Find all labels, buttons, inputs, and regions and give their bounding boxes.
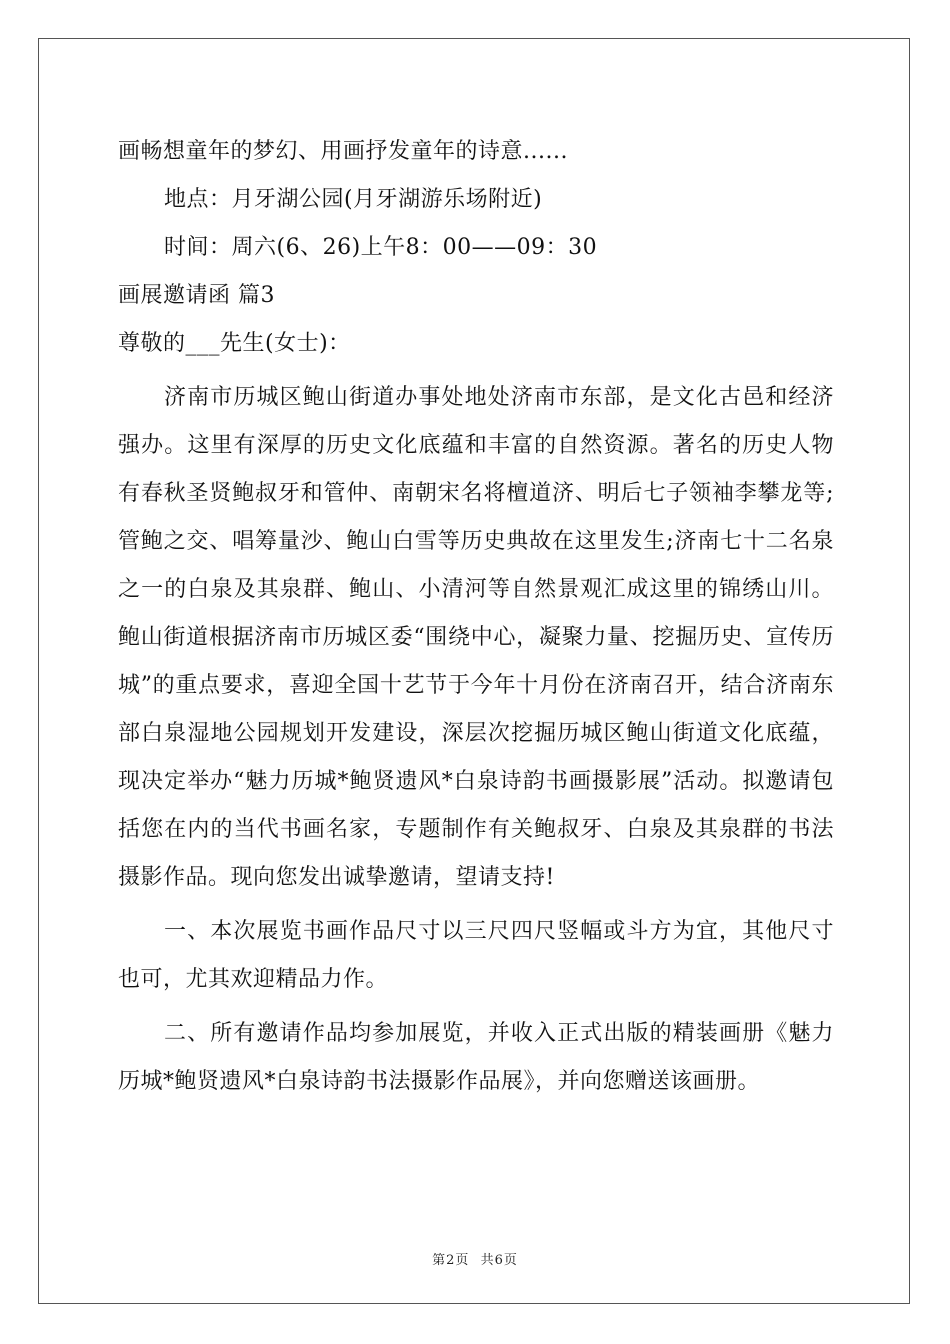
page-total: 共6页 <box>480 1253 518 1268</box>
page-number: 第2页 <box>432 1253 470 1268</box>
text-line: 画畅想童年的梦幻、用画抒发童年的诗意...... <box>118 139 568 164</box>
section-title: 画展邀请函 篇3 <box>118 283 275 308</box>
time-line: 时间：周六(6、26)上午8：00——09：30 <box>164 235 598 260</box>
salutation: 尊敬的___先生(女士)： <box>118 331 351 356</box>
page-footer <box>0 1249 950 1268</box>
paragraph-item-1: 一、本次展览书画作品尺寸以三尺四尺竖幅或斗方为宜，其他尺寸也可，尤其欢迎精品力作。 <box>118 919 834 992</box>
document-body <box>118 128 834 1112</box>
paragraph-item-2: 二、所有邀请作品均参加展览，并收入正式出版的精装画册《魅力历城*鲍贤遗风*白泉诗韵书法摄影作品展》，并向您赠送该画册。 <box>118 1021 834 1094</box>
location-line: 地点：月牙湖公园(月牙湖游乐场附近) <box>164 187 543 212</box>
paragraph-intro: 济南市历城区鲍山街道办事处地处济南市东部，是文化古邑和经济强办。这里有深厚的历史文化底蕴和丰富的自然资源。著名的历史人物有春秋圣贤鲍叔牙和管仲、南朝宋名将檀道济、明后七子领袖李攀龙等;管鲍之交、唱筹量沙、鲍山白雪等历史典故在这里发生;济南七十二名泉之一的白泉及其泉群、鲍山、小清河等自然景观汇成这里的锦绣山川。鲍山街道根据济南市历城区委“围绕中心，凝聚力量、挖掘历史、宣传历城”的重点要求，喜迎全国十艺节于今年十月份在济南召开，结合济南东部白泉湿地公园规划开发建设，深层次挖掘历城区鲍山街道文化底蕴，现决定举办“魅力历城*鲍贤遗风*白泉诗韵书画摄影展”活动。拟邀请包括您在内的当代书画名家，专题制作有关鲍叔牙、白泉及其泉群的书法摄影作品。现向您发出诚挚邀请，望请支持! <box>118 385 834 890</box>
